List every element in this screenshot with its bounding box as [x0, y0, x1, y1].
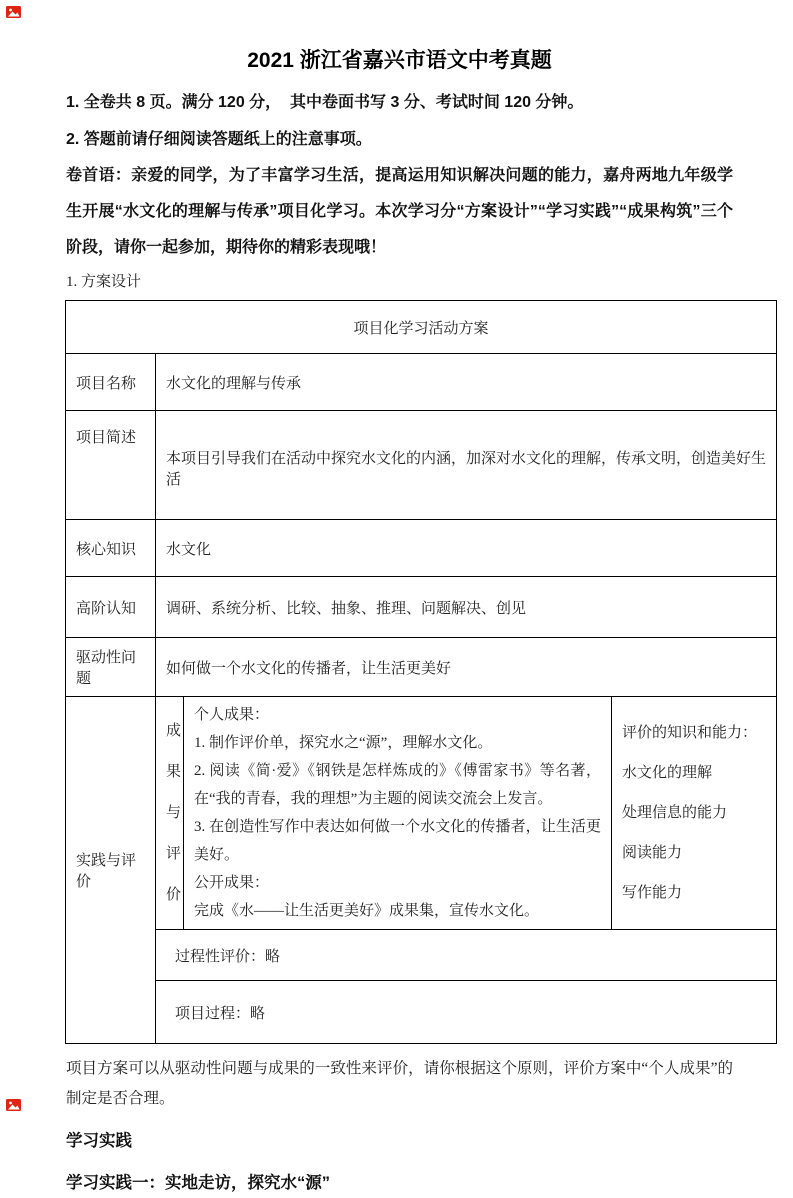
- table-row: [66, 411, 777, 520]
- process-evaluation-row: [66, 930, 777, 981]
- section-2-heading: 学习实践: [66, 1132, 132, 1150]
- abilities-list: [622, 713, 766, 913]
- practice-evaluation-row: [66, 697, 777, 930]
- row-value-higher-cognition: 调研、系统分析、比较、抽象、推理、问题解决、创见: [156, 577, 777, 638]
- broken-image-icon: [6, 1098, 21, 1116]
- ability-line: 水文化的理解: [622, 765, 713, 781]
- table-row: [66, 577, 777, 638]
- row-value-project-desc: 本项目引导我们在活动中探究水文化的内涵，加深对水文化的理解，传承文明，创造美好生活: [156, 411, 777, 520]
- row-value-project-name: 水文化的理解与传承: [156, 354, 777, 411]
- preface-paragraph: 卷首语：亲爱的同学，为了丰富学习生活，提高运用知识解决问题的能力，嘉舟两地九年级学生开展“水文化的理解与传承”项目化学习。本次学习分“方案设计”“学习实践”“成果构筑”三个阶段，请你一起参加，期待你的精彩表现哦！: [66, 167, 733, 256]
- broken-image-icon: [6, 5, 21, 23]
- notice-line-1: 1. 全卷共 8 页。满分 120 分， 其中卷面书写 3 分、考试时间 120 分钟。: [66, 94, 584, 111]
- row-label-driving-question: 驱动性问题: [66, 638, 156, 697]
- ability-line: 处理信息的能力: [622, 805, 728, 821]
- section-2-subheading: 学习实践一：实地走访，探究水“源”: [66, 1174, 330, 1192]
- abilities-cell: [612, 697, 777, 930]
- outcome-line: 2. 阅读《简·爱》《钢铁是怎样炼成的》《傅雷家书》等名著，在“我的青春，我的理想”为主题的阅读交流会上发言。: [194, 763, 601, 807]
- outcomes-cell: [184, 697, 612, 930]
- outcome-line: 个人成果：: [194, 707, 270, 723]
- row-value-core-knowledge: 水文化: [156, 520, 777, 577]
- table-row: [66, 520, 777, 577]
- outcome-line: 公开成果：: [194, 875, 270, 891]
- table-title-row: [66, 301, 777, 354]
- process-evaluation-cell: 过程性评价：略: [156, 930, 777, 981]
- table-title: 项目化学习活动方案: [66, 301, 777, 354]
- outcome-line: 完成《水——让生活更美好》成果集，宣传水文化。: [194, 903, 540, 919]
- outcome-line: 1. 制作评价单，探究水之“源”，理解水文化。: [194, 735, 493, 751]
- page-title: 2021 浙江省嘉兴市语文中考真题: [247, 49, 552, 72]
- row-label-project-desc: 项目简述: [66, 411, 156, 520]
- project-process-cell: 项目过程：略: [156, 981, 777, 1044]
- row-label-project-name: 项目名称: [66, 354, 156, 411]
- section-1-label: 1. 方案设计: [66, 274, 142, 290]
- table-row: [66, 354, 777, 411]
- project-process-row: [66, 981, 777, 1044]
- vertical-label-outcome-evaluation: 成果与评价: [156, 697, 184, 930]
- row-label-higher-cognition: 高阶认知: [66, 577, 156, 638]
- project-plan-table: [65, 300, 777, 1044]
- question-paragraph: 项目方案可以从驱动性问题与成果的一致性来评价，请你根据这个原则，评价方案中“个人成果”的制定是否合理。: [66, 1060, 733, 1107]
- row-value-driving-question: 如何做一个水文化的传播者，让生活更美好: [156, 638, 777, 697]
- outcomes-list: [194, 701, 601, 925]
- ability-line: 评价的知识和能力：: [622, 725, 758, 741]
- row-label-core-knowledge: 核心知识: [66, 520, 156, 577]
- ability-line: 写作能力: [622, 885, 683, 901]
- ability-line: 阅读能力: [622, 845, 683, 861]
- table-row: [66, 638, 777, 697]
- outcome-line: 3. 在创造性写作中表达如何做一个水文化的传播者，让生活更美好。: [194, 819, 601, 863]
- row-label-practice-evaluation: 实践与评价: [66, 697, 156, 1044]
- notice-line-2: 2. 答题前请仔细阅读答题纸上的注意事项。: [66, 131, 372, 148]
